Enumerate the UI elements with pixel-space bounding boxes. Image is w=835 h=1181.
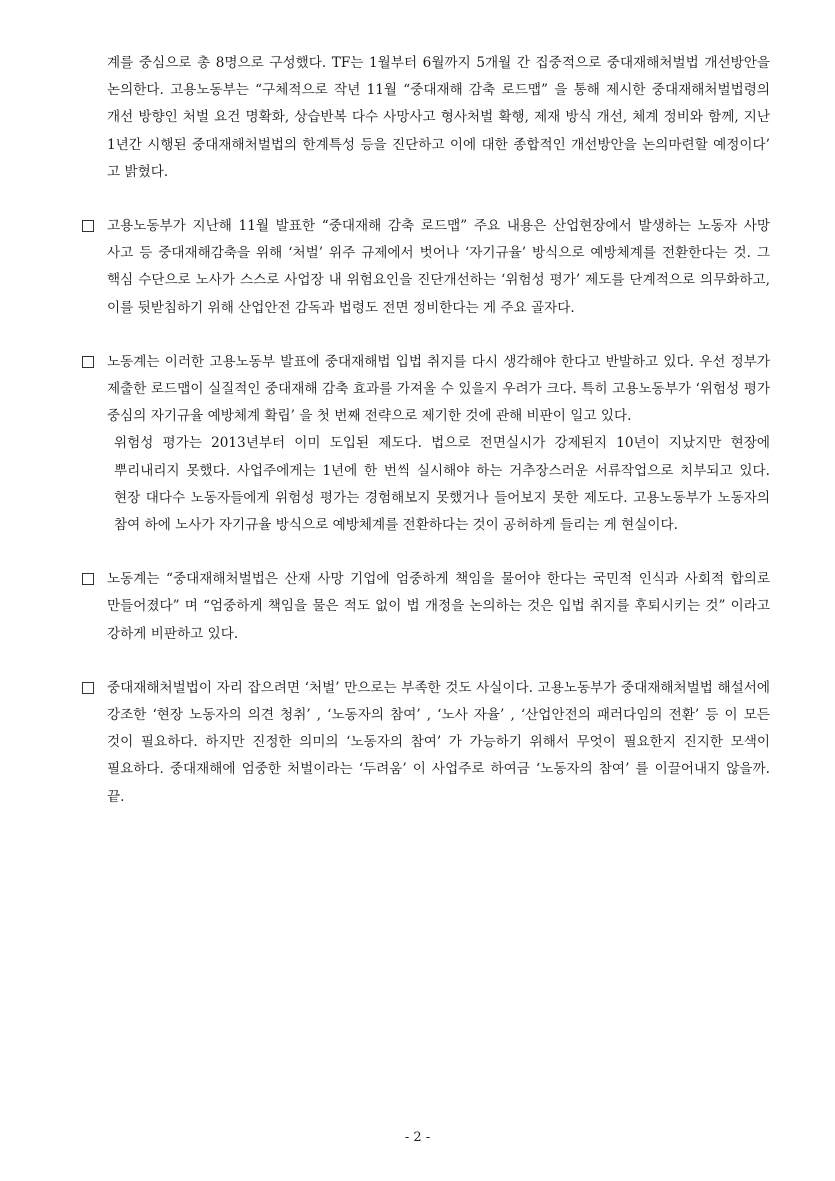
- section-paragraph: 노동계는 이러한 고용노동부 발표에 중대재해법 입법 취지를 다시 생각해야 한다고 반발하고 있다. 우선 정부가 제출한 로드맵이 실질적인 중대재해 감축 효과를 가져올 수 있을지 우려가 크다. 특히 고용노동부가 ‘위험성 평가 중심의 자기규율 예방체계 확립’ 을 첫 번째 전략으로 제기한 것에 관해 비판이 일고 있다.: [107, 353, 770, 425]
- section-paragraph: 고용노동부가 지난해 11월 발표한 “중대재해 감축 로드맵” 주요 내용은 산업현장에서 발생하는 노동자 사망 사고 등 중대재해감축을 위해 ‘처벌’ 위주 규제에서 벗어나 ‘자기규율’ 방식으로 예방체계를 전환한다는 것. 그 핵심 수단으로 노사가 스스로 사업장 내 위험요인을 진단개선하는 ‘위험성 평가’ 제도를 단계적으로 의무화하고, 이를 뒷받침하기 위해 산업안전 감독과 법령도 전면 정비한다는 게 주요 골자다.: [107, 218, 770, 316]
- document-body: [80, 50, 770, 811]
- section-labor-criticism: [80, 566, 770, 648]
- intro-paragraph: 계를 중심으로 총 8명으로 구성했다. TF는 1월부터 6월까지 5개월 간 집중적으로 중대재해처벌법 개선방안을 논의한다. 고용노동부는 “구체적으로 작년 11월 “중대재해 감축 로드맵” 을 통해 제시한 중대재해처벌법령의 개선 방향인 처벌 요건 명확화, 상습반복 다수 사망사고 형사처벌 확행, 제재 방식 개선, 체계 정비와 함께, 지난 1년간 시행된 중대재해처벌법의 한계특성 등을 진단하고 이에 대한 종합적인 개선방안을 논의마련할 예정이다’ 고 밝혔다.: [107, 55, 770, 180]
- section-paragraph: 노동계는 “중대재해처벌법은 산재 사망 기업에 엄중하게 책임을 물어야 한다는 국민적 인식과 사회적 합의로 만들어졌다” 며 “엄중하게 책임을 물은 적도 없이 법 개정을 논의하는 것은 입법 취지를 후퇴시키는 것” 이라고 강하게 비판하고 있다.: [107, 571, 770, 642]
- checkbox-bullet-icon: [82, 573, 94, 585]
- checkbox-bullet-icon: [82, 356, 94, 368]
- section-conclusion: [80, 675, 770, 811]
- section-labor-response: [80, 349, 770, 539]
- section-subparagraph: 위험성 평가는 2013년부터 이미 도입된 제도다. 법으로 전면실시가 강제된지 10년이 지났지만 현장에 뿌리내리지 못했다. 사업주에게는 1년에 한 번씩 실시해야 하는 거추장스러운 서류작업으로 치부되고 있다. 현장 대다수 노동자들에게 위험성 평가는 경험해보지 못했거나 들어보지 못한 제도다. 고용노동부가 노동자의 참여 하에 노사가 자기규율 방식으로 예방체계를 전환하다는 것이 공허하게 들리는 게 현실이다.: [114, 435, 770, 534]
- section-roadmap: [80, 213, 770, 322]
- page-number: - 2 -: [404, 1130, 431, 1145]
- checkbox-bullet-icon: [82, 682, 94, 694]
- section-paragraph: 중대재해처벌법이 자리 잡으려면 ‘처벌’ 만으로는 부족한 것도 사실이다. 고용노동부가 중대재해처벌법 해설서에 강조한 ‘현장 노동자의 의견 청취’ , ‘노동자의 참여’ , ‘노사 자율’ , ‘산업안전의 패러다임의 전환’ 등 이 모든 것이 필요하다. 하지만 진정한 의미의 ‘노동자의 참여’ 가 가능하기 위해서 무엇이 필요한지 진지한 모색이 필요하다. 중대재해에 엄중한 처벌이라는 ‘두려움’ 이 사업주로 하여금 ‘노동자의 참여’ 를 이끌어내지 않을까. 끝.: [107, 679, 770, 805]
- checkbox-bullet-icon: [82, 220, 94, 232]
